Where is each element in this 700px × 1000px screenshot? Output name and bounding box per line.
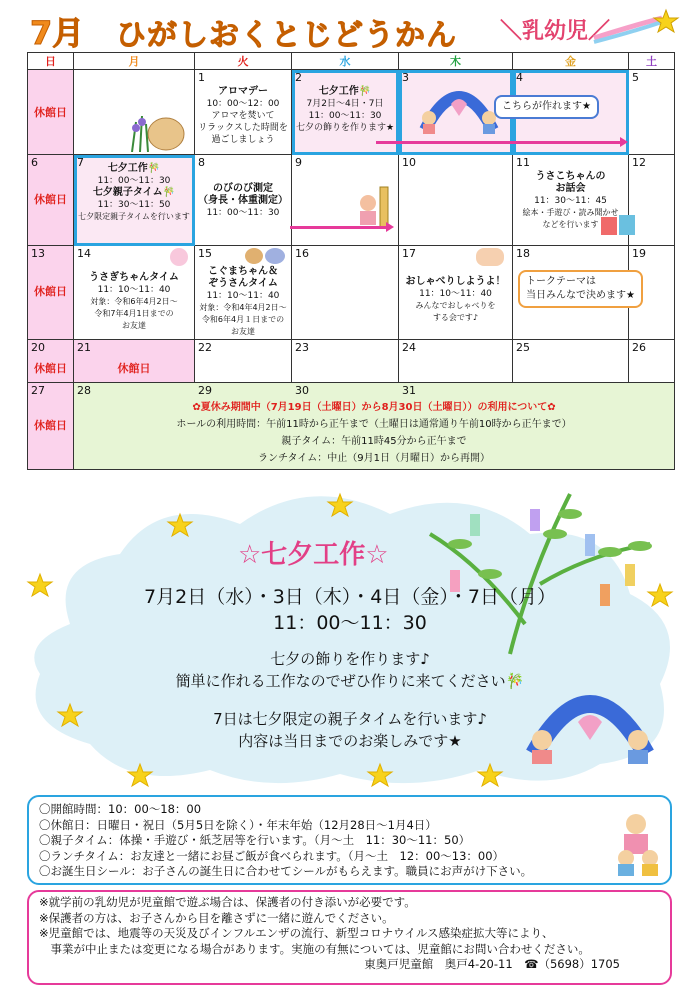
day-cell-empty (74, 70, 195, 155)
feature-dates (0, 584, 700, 636)
bubble-line: 当日みんなで決めます★ (526, 290, 635, 301)
feature-line: 内容は当日までのお楽しみです★ (238, 732, 462, 750)
weekday-fri: 金 (513, 53, 629, 70)
day-number: 20 (31, 341, 45, 354)
weekday-sun: 日 (28, 53, 74, 70)
event-title: ぞうさんタイム (208, 278, 278, 289)
summer-notice-cell (74, 383, 675, 470)
info-line: 〇休館日：日曜日・祝日（5月5日を除く）・年末年始（12月28日～1月4日） (39, 817, 437, 832)
event-title: アロマデー (218, 86, 268, 97)
info-line: 〇ランチタイム：お友達と一緒にお昼ご飯が食べられます。（月～土 12：00～13：00） (39, 848, 505, 863)
event-target: お友達 (231, 327, 255, 336)
day-number: 5 (632, 71, 639, 84)
day-number: 14 (77, 247, 91, 260)
event-target: お友達 (122, 321, 146, 330)
day-number: 3 (402, 71, 409, 84)
event-time: 11：10～11：40 (206, 291, 280, 301)
calendar-week-5 (28, 383, 675, 470)
event-title: うさこちゃんの (535, 171, 606, 182)
event-desc: アロマを焚いて (211, 111, 275, 121)
children-talking-icon (476, 248, 504, 266)
closed-label: 休館日 (34, 285, 67, 299)
bubble-line: トークテーマは (526, 276, 596, 287)
day-cell-closed (28, 155, 74, 246)
weekday-mon: 月 (74, 53, 195, 70)
day-number: 6 (31, 156, 38, 169)
closed-label: 休館日 (117, 362, 151, 375)
feature-line: 七夕の飾りを作ります♪ (270, 650, 430, 668)
day-cell (195, 155, 292, 246)
day-cell (629, 155, 675, 246)
event-title: おしゃべりしようよ！ (405, 276, 506, 287)
day-number: 1 (198, 71, 205, 84)
weekday-header-row (28, 53, 675, 70)
feature-line: 簡単に作れる工作なのでぜひ作りに来てください🎋 (175, 672, 525, 690)
event-span-arrow (290, 226, 388, 229)
weekday-wed: 水 (292, 53, 399, 70)
summer-line: ランチタイム：中止（9月1日（月曜日）から再開） (257, 453, 491, 464)
event-desc: みんなでおしゃべりを (415, 301, 496, 310)
event-target: 令和6年4月１日までの (201, 315, 285, 324)
day-number: 24 (402, 341, 416, 354)
event-desc: 過ごしましょう (211, 135, 275, 145)
note-line: ※児童館では、地震等の天災及びインフルエンザの流行、新型コロナウイルス感染症拡大等により、 (39, 926, 554, 940)
note-line: ※就学前の乳幼児が児童館で遊ぶ場合は、保護者の付き添いが必要です。 (39, 895, 416, 909)
event-target: 令和7年4月1日までの (94, 309, 174, 318)
picture-books-icon (599, 213, 639, 237)
event-koguma (195, 266, 291, 338)
closed-label: 休館日 (34, 105, 67, 119)
event-tanabata (292, 86, 398, 134)
day-number: 22 (198, 341, 212, 354)
day-cell (629, 340, 675, 383)
feature-desc-2 (0, 708, 700, 752)
feature-date-list: 7月2日（水）・3日（木）・4日（金）・7日（月） (144, 586, 556, 608)
day-cell-closed (28, 70, 74, 155)
event-time: 11：10～11：40 (97, 285, 171, 295)
note-line: 事業が中止または変更になる場合があります。実施の有無については、児童館にお問い合わせください。 (39, 941, 590, 956)
summer-heading: ✿夏休み期間中（7月19日（土曜日）から8月30日（土曜日））の利用について✿ (192, 402, 556, 413)
day-cell (513, 340, 629, 383)
day-number: 7 (77, 156, 84, 169)
event-time: 11：00～11：30 (308, 111, 382, 121)
closed-label: 休館日 (34, 193, 67, 206)
summer-line: 親子タイム：午前11時45分から正午まで (281, 436, 467, 447)
weekday-thu: 木 (399, 53, 513, 70)
tanabata-bubble: こちらが作れます★ (494, 95, 599, 119)
page-header (30, 6, 670, 53)
event-title: こぐまちゃん＆ (208, 266, 278, 277)
rabbit-icon (170, 248, 188, 266)
page-subtitle: ＼乳幼児／ (500, 19, 611, 44)
day-number: 23 (295, 341, 309, 354)
note-line: ※保護者の方は、お子さんから目を離さずに一緒に遊んでください。 (39, 910, 394, 925)
summer-line: ホールの利用時間：午前11時から正午まで（土曜日は通常通り午前10時から正午まで） (176, 419, 572, 430)
feature-desc-1 (0, 648, 700, 692)
day-cell-highlight (74, 155, 195, 246)
page-title: ひがしおくとじどうかん (116, 18, 457, 53)
event-desc: 七夕限定親子タイムを行います (78, 212, 190, 221)
info-line: 〇お誕生日シール：お子さんの誕生日に合わせてシールがもらえます。職員にお声がけ下さい。 (39, 864, 533, 878)
event-time: 11：00～11：30 (206, 208, 280, 218)
event-title: （身長・体重測定） (198, 195, 288, 206)
shooting-star-icon (592, 8, 682, 44)
day-number: 12 (632, 156, 646, 169)
event-title: 七夕工作🎋 (318, 86, 372, 97)
day-number: 25 (516, 341, 530, 354)
event-target: 対象：令和4年4月2日～ (199, 303, 287, 312)
notes-box (27, 890, 672, 985)
info-box (27, 795, 672, 885)
event-desc: 七夕の飾りを作ります★ (295, 123, 395, 133)
event-time: 11：10～11：40 (419, 289, 492, 299)
day-number: 31 (402, 384, 416, 397)
day-cell (292, 155, 399, 246)
day-cell (399, 340, 513, 383)
day-cell (292, 246, 399, 340)
event-usagi (74, 272, 194, 332)
day-number: 2 (295, 71, 302, 84)
day-cell-closed (74, 340, 195, 383)
event-desc: 絵本・手遊び・読み聞かせ (522, 208, 619, 217)
footer-address: 東奥戸児童館 奥戸4-20-11 ☎（5698）1705 (364, 957, 620, 971)
day-number: 30 (295, 384, 309, 397)
day-number: 11 (516, 156, 530, 169)
event-time: 11：30～11：45 (534, 196, 607, 206)
day-number: 28 (77, 384, 91, 397)
day-number: 9 (295, 156, 302, 169)
calendar-week-4 (28, 340, 675, 383)
event-title: 七夕工作🎋 (107, 163, 161, 174)
weekday-tue: 火 (195, 53, 292, 70)
day-cell (629, 70, 675, 155)
event-desc: などを行います (542, 220, 599, 229)
event-dates: 7月2日～4日・7日 (306, 99, 384, 109)
feature-time: 11：00～11：30 (273, 612, 427, 634)
day-number: 29 (198, 384, 212, 397)
day-number: 15 (198, 247, 212, 260)
day-number: 4 (516, 71, 523, 84)
day-cell-closed (28, 340, 74, 383)
event-desc: リラックスした時間を (198, 123, 288, 133)
closed-label: 休館日 (34, 362, 67, 375)
event-span-arrow (376, 141, 622, 144)
event-title: のびのび測定 (213, 183, 273, 194)
day-number: 26 (632, 341, 646, 354)
day-cell (292, 340, 399, 383)
day-number: 16 (295, 247, 309, 260)
event-desc: する会です♪ (432, 313, 479, 322)
event-tanabata-oyako (74, 163, 194, 223)
event-time: 11：30～11：50 (97, 200, 171, 210)
summer-notice (74, 399, 674, 467)
info-line: 〇開館時間：10：00～18：00 (39, 802, 202, 816)
moon-viewing-icon (126, 108, 188, 152)
bear-icon (245, 248, 263, 264)
event-title: お話会 (555, 183, 586, 194)
event-time: 10：00～12：00 (206, 99, 280, 109)
day-cell-closed (28, 383, 74, 470)
closed-label: 休館日 (34, 419, 67, 433)
event-oshaberi (399, 276, 512, 324)
birthday-children-icon (606, 806, 666, 876)
day-number: 19 (632, 247, 646, 260)
day-number: 8 (198, 156, 205, 169)
day-cell (195, 70, 292, 155)
event-title: 七夕親子タイム🎋 (92, 187, 176, 198)
info-line: 〇親子タイム：体操・手遊び・紙芝居等を行います。（月～土 11：30～11：50） (39, 833, 471, 847)
day-number: 13 (31, 247, 45, 260)
day-number: 17 (402, 247, 416, 260)
day-cell (74, 246, 195, 340)
event-aroma (195, 86, 291, 146)
elephant-icon (265, 248, 285, 264)
weekday-sat: 土 (629, 53, 675, 70)
day-cell (195, 340, 292, 383)
day-cell (399, 155, 513, 246)
day-number: 10 (402, 156, 416, 169)
event-target: 対象：令和6年4月2日～ (90, 297, 178, 306)
month-label: 7月 (30, 14, 85, 52)
day-cell-closed (28, 246, 74, 340)
event-title: うさぎちゃんタイム (89, 272, 179, 283)
day-number: 18 (516, 247, 530, 260)
event-time: 11：00～11：30 (97, 176, 171, 186)
day-cell (195, 246, 292, 340)
talk-theme-bubble (518, 270, 643, 308)
day-number: 27 (31, 384, 45, 397)
tanabata-decoration-icon (417, 74, 501, 134)
feature-line: 7日は七夕限定の親子タイムを行います♪ (213, 710, 487, 728)
event-measure (195, 183, 291, 219)
calendar-week-2 (28, 155, 675, 246)
feature-title: ☆七夕工作☆ (238, 540, 389, 570)
day-number: 21 (77, 341, 91, 354)
day-cell (399, 246, 513, 340)
